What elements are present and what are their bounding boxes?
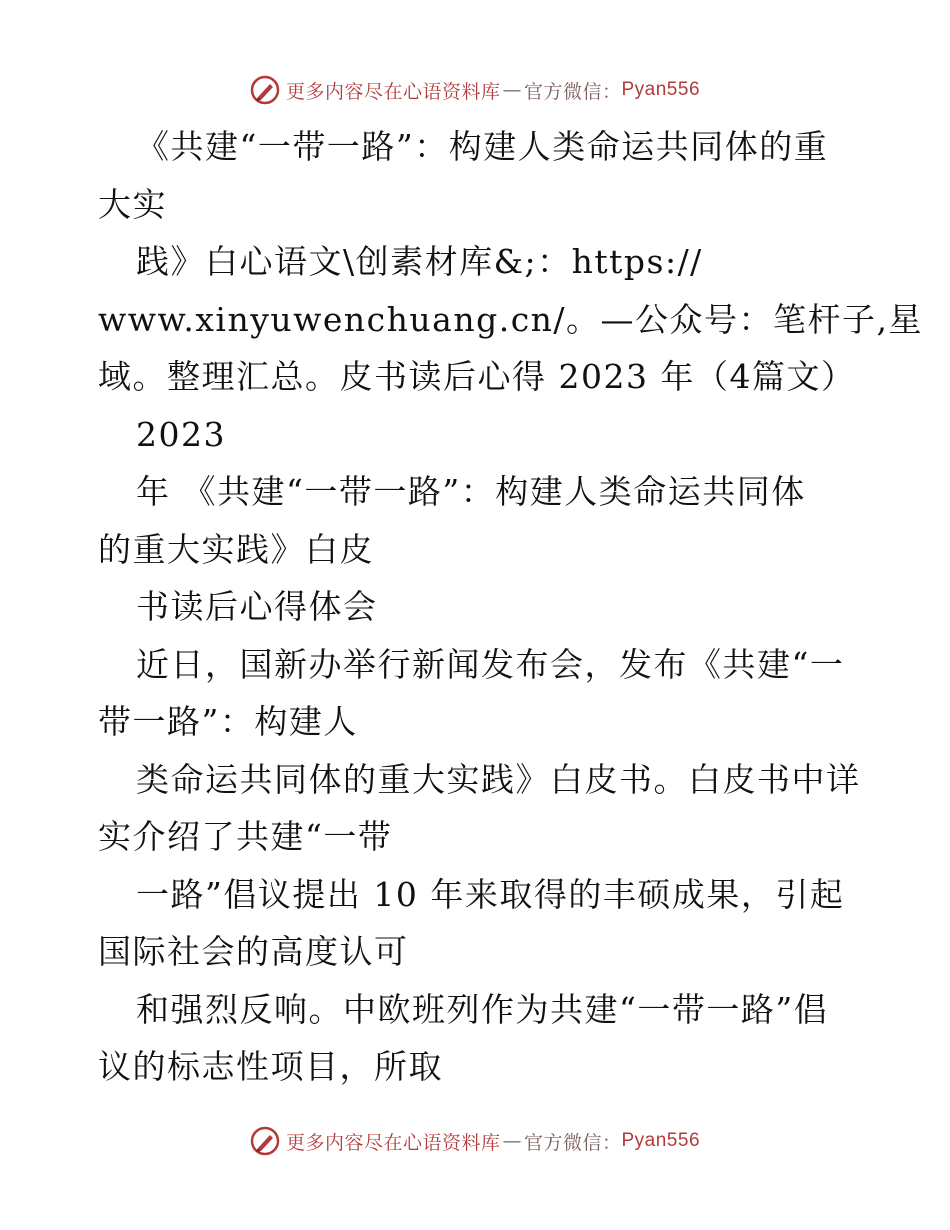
text-line: 类命运共同体的重大实践》白皮书。白皮书中详 <box>136 759 861 799</box>
text-line: 年 《共建“一带一路”：构建人类命运共同体 <box>136 472 806 511</box>
text-line: 近日，国新办举行新闻发布会，发布《共建“一 <box>136 644 845 684</box>
text-line: 大实 <box>98 184 167 224</box>
text-line: 议的标志性项目，所取 <box>98 1047 443 1086</box>
watermark-separator: — <box>502 1130 522 1152</box>
text-line: www.xinyuwenchuang.cn/。—公众号：笔杆子,星 <box>98 299 924 339</box>
text-line: 和强烈反响。中欧班列作为共建“一带一路”倡 <box>136 989 829 1029</box>
pen-logo-icon <box>250 1126 280 1156</box>
watermark-main-text: 更多内容尽在心语资料库 <box>285 1131 501 1154</box>
text-line: 的重大实践》白皮 <box>98 529 374 569</box>
watermark-wechat-id: Pyan556 <box>621 79 701 100</box>
pen-logo-icon <box>250 75 280 105</box>
watermark-main-text: 更多内容尽在心语资料库 <box>285 80 501 103</box>
text-line: 实介绍了共建“一带 <box>98 817 393 856</box>
watermark-wechat-label: 官方微信： <box>523 80 622 103</box>
watermark-wechat-label: 官方微信： <box>523 1131 622 1154</box>
text-line: 书读后心得体会 <box>136 587 378 626</box>
watermark-wechat-id: Pyan556 <box>621 1130 701 1151</box>
text-line: 2023 <box>136 414 226 454</box>
document-body <box>98 118 924 1096</box>
text-line: 域。整理汇总。皮书读后心得 2023 年（4篇文） <box>98 357 856 396</box>
text-line: 践》白心语文\创素材库&;：https:// <box>136 242 703 281</box>
watermark-separator: — <box>502 79 522 101</box>
text-line: 国际社会的高度认可 <box>98 932 409 971</box>
text-line: 《共建“一带一路”：构建人类命运共同体的重 <box>136 127 829 166</box>
footer-watermark <box>0 1121 950 1161</box>
header-watermark <box>0 70 950 110</box>
text-line: 一路”倡议提出 10 年来取得的丰硕成果，引起 <box>136 874 845 914</box>
text-line: 带一路”：构建人 <box>98 702 358 741</box>
